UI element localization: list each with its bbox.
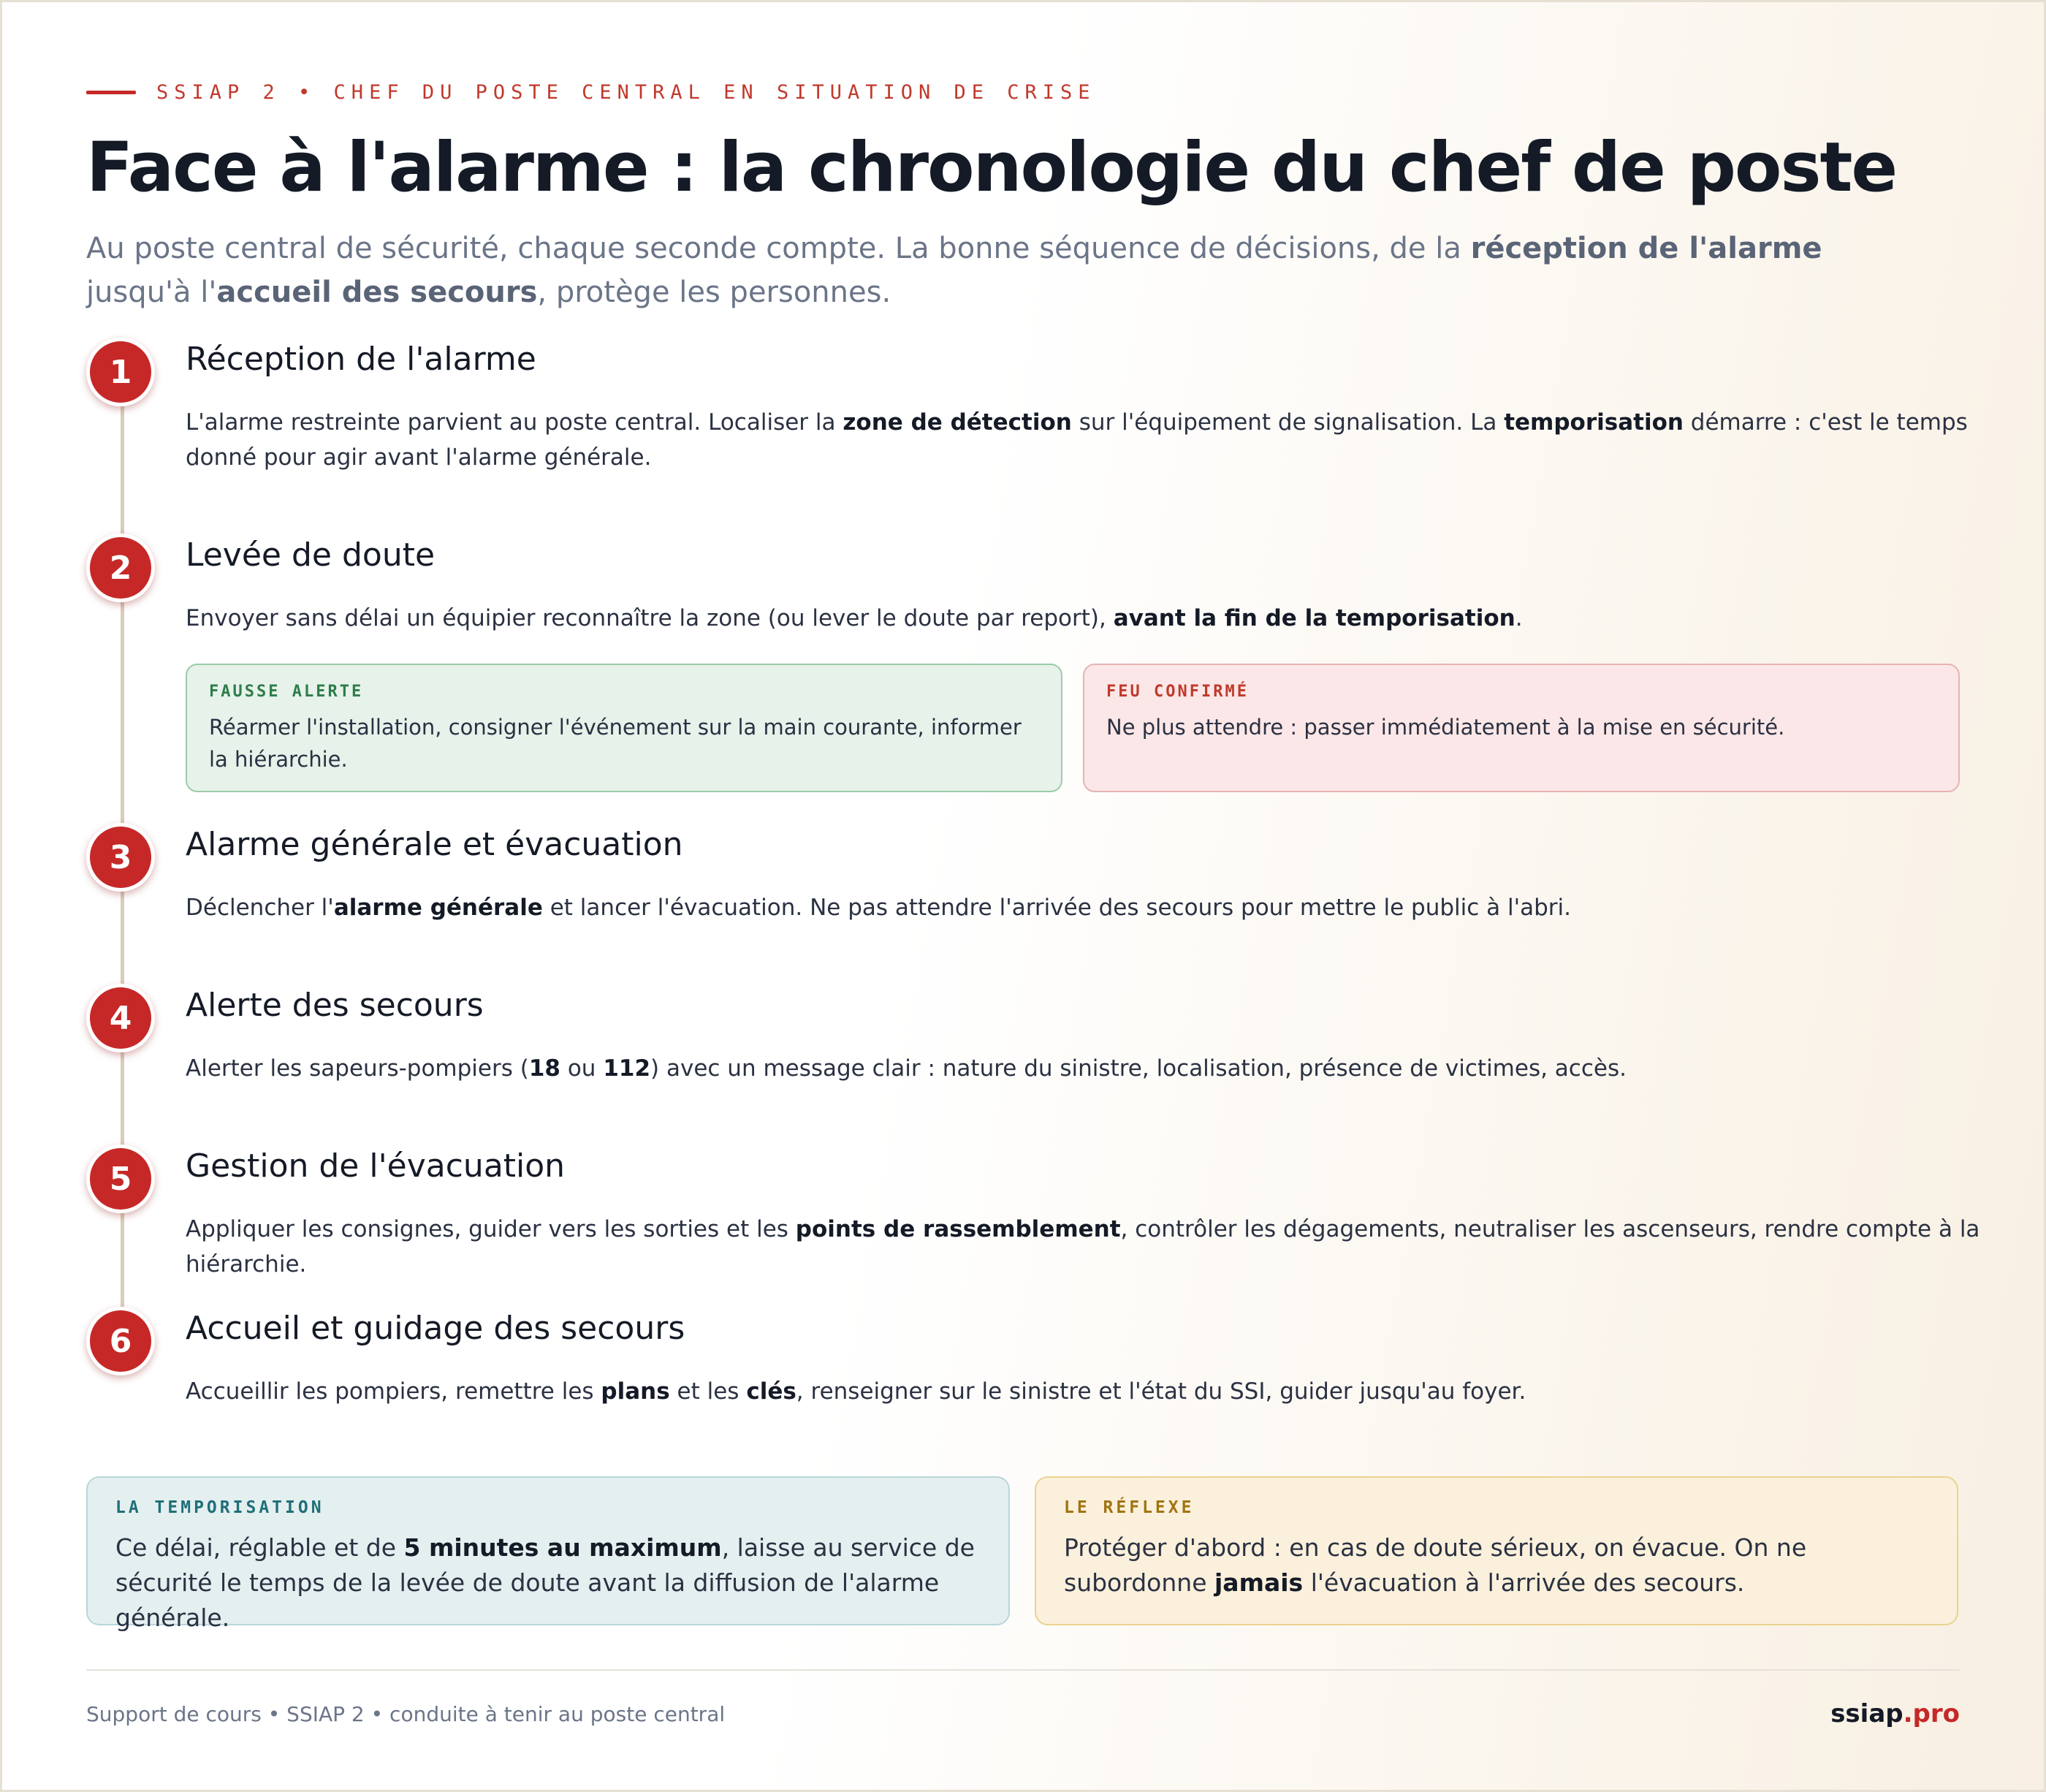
footer-caption: Support de cours • SSIAP 2 • conduite à tenir au poste central: [86, 1702, 726, 1726]
fire-confirmed-text: Ne plus attendre : passer immédiatement à la mise en sécurité.: [1106, 715, 1785, 740]
step-text: Envoyer sans délai un équipier reconnaître la zone (ou lever le doute par report),: [186, 605, 1114, 631]
intro-bold-2: accueil des secours: [216, 276, 538, 309]
eyebrow-text: SSIAP 2 • CHEF DU POSTE CENTRAL EN SITUATION DE CRISE: [156, 80, 1096, 104]
step-text: Appliquer les consignes, guider vers les sorties et les: [186, 1216, 796, 1242]
step-description: [186, 405, 2027, 475]
step-description: [186, 890, 2027, 925]
note-text: l'évacuation à l'arrivée des secours.: [1303, 1568, 1745, 1597]
fire-confirmed-tag: FEU CONFIRMÉ: [1106, 683, 1249, 701]
reflexe-text: [1064, 1530, 1929, 1601]
step-text: .: [1515, 605, 1523, 631]
step-number-badge: 2: [86, 534, 155, 602]
step-title: Levée de doute: [186, 536, 436, 574]
step-title: Réception de l'alarme: [186, 341, 536, 378]
step-bold: 18: [528, 1055, 560, 1082]
step-text: sur l'équipement de signalisation. La: [1071, 409, 1505, 436]
step-description: [186, 1212, 2027, 1282]
eyebrow: [86, 79, 1096, 105]
step-title: Accueil et guidage des secours: [186, 1310, 685, 1347]
eyebrow-rule: [86, 91, 136, 94]
step-text: , contrôler les dégagements, neutraliser les ascenseurs, rendre compte à la hiérarchie.: [186, 1216, 1980, 1277]
intro-part-1: Au poste central de sécurité, chaque seconde compte. La bonne séquence de décisions, de la: [86, 232, 1471, 265]
step-description: [186, 1374, 2027, 1409]
false-alarm-tag: FAUSSE ALERTE: [209, 683, 364, 701]
step-number-badge: 5: [86, 1144, 155, 1213]
step-text: ou: [560, 1055, 604, 1082]
step-text: , renseigner sur le sinistre et l'état du SSI, guider jusqu'au foyer.: [796, 1378, 1526, 1405]
step-text: L'alarme restreinte parvient au poste central. Localiser la: [186, 409, 843, 436]
step-text: et lancer l'évacuation. Ne pas attendre l'arrivée des secours pour mettre le public à l'abri.: [542, 895, 1572, 921]
note-bold: jamais: [1214, 1568, 1304, 1597]
step-text: Alerter les sapeurs-pompiers (: [186, 1055, 529, 1082]
step-number-badge: 4: [86, 984, 155, 1052]
step-title: Alarme générale et évacuation: [186, 826, 683, 863]
step-text: Déclencher l': [186, 895, 334, 921]
step-bold: temporisation: [1504, 409, 1684, 436]
false-alarm-box: [186, 664, 1062, 792]
note-bold: 5 minutes au maximum: [403, 1533, 722, 1562]
step-title: Gestion de l'évacuation: [186, 1147, 566, 1185]
intro-bold-1: réception de l'alarme: [1470, 232, 1822, 265]
step-bold: zone de détection: [843, 409, 1072, 436]
intro-part-3: , protège les personnes.: [537, 276, 891, 309]
step-description: [186, 601, 2027, 636]
note-text: Protéger d'abord : en cas de doute sérieux, on évacue. On ne subordonne: [1064, 1533, 1807, 1597]
false-alarm-text: Réarmer l'installation, consigner l'événement sur la main courante, informer la hiérarchie.: [209, 715, 1022, 772]
brand-logo: [1830, 1697, 1960, 1731]
step-number-badge: 6: [86, 1307, 155, 1375]
step-text: ) avec un message clair : nature du sinistre, localisation, présence de victimes, accès.: [650, 1055, 1627, 1082]
note-text: , laisse au service de sécurité le temps de la levée de doute avant la diffusion de l'alarme générale.: [115, 1533, 975, 1632]
page-title: Face à l'alarme : la chronologie du chef de poste: [86, 128, 1897, 208]
step-bold: alarme générale: [333, 895, 543, 921]
fire-confirmed-box: [1083, 664, 1960, 792]
step-description: [186, 1051, 2027, 1086]
step-bold: plans: [601, 1378, 670, 1405]
step-bold: 112: [603, 1055, 651, 1082]
intro-text: [86, 227, 1855, 314]
step-bold: points de rassemblement: [795, 1216, 1121, 1242]
footer-divider: [86, 1669, 1960, 1671]
outcome-boxes: [186, 664, 1960, 792]
step-title: Alerte des secours: [186, 987, 484, 1024]
temporisation-note: [86, 1476, 1010, 1632]
step-text: démarre : c'est le temps donné pour agir avant l'alarme générale.: [186, 409, 1968, 471]
brand-name: ssiap: [1830, 1699, 1904, 1728]
temporisation-text: [115, 1530, 981, 1636]
intro-part-2: jusqu'à l': [86, 276, 217, 309]
step-bold: clés: [746, 1378, 796, 1405]
reflexe-tag: LE RÉFLEXE: [1064, 1498, 1195, 1517]
step-text: Accueillir les pompiers, remettre les: [186, 1378, 601, 1405]
step-number-badge: 3: [86, 823, 155, 892]
step-text: et les: [669, 1378, 747, 1405]
reflexe-note: [1035, 1476, 1958, 1625]
step-bold: avant la fin de la temporisation: [1113, 605, 1516, 631]
brand-domain: .pro: [1903, 1699, 1960, 1728]
temporisation-tag: LA TEMPORISATION: [115, 1498, 324, 1517]
step-number-badge: 1: [86, 338, 155, 406]
note-text: Ce délai, réglable et de: [115, 1533, 404, 1562]
